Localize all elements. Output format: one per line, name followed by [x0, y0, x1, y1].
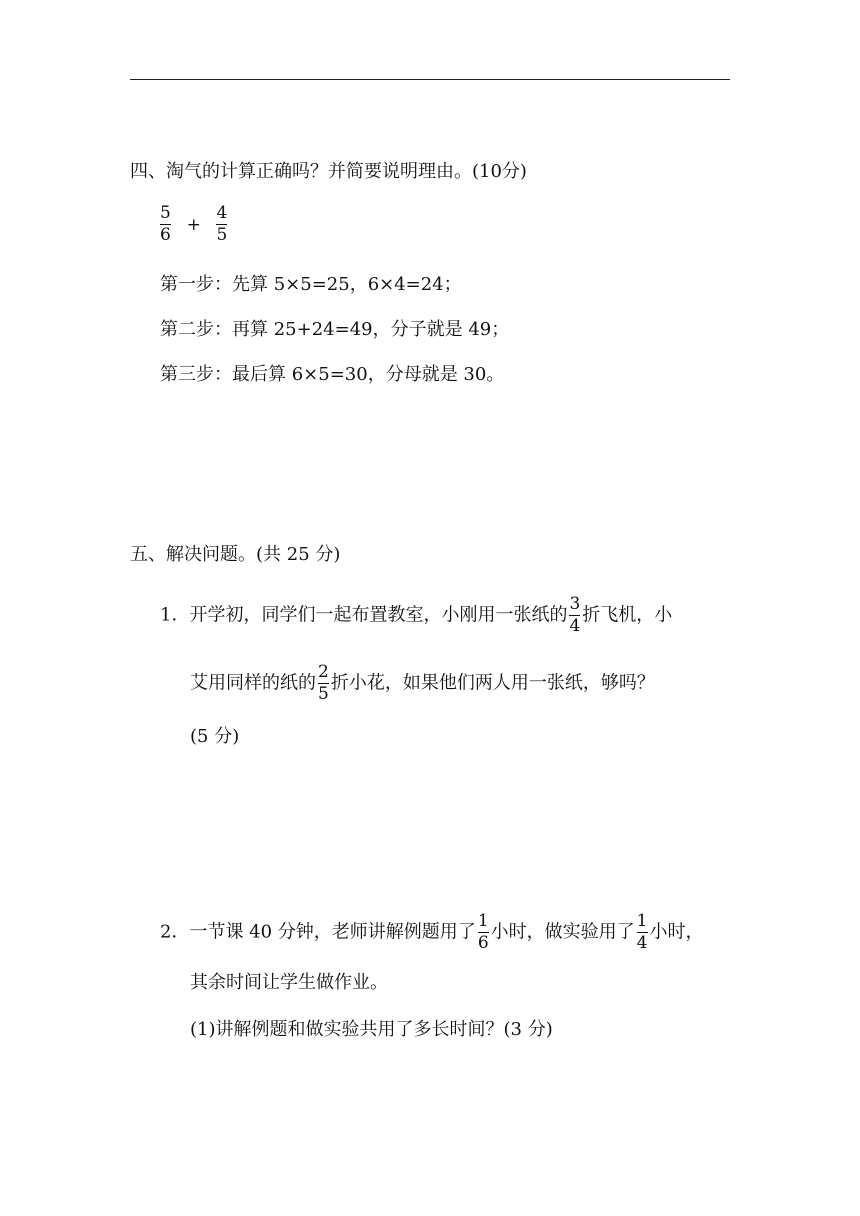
question-1-line-2 — [190, 664, 655, 703]
fraction-denominator: 4 — [636, 933, 648, 953]
fraction-numerator: 1 — [477, 911, 489, 931]
q2-text-a: 2．一节课 40 分钟，老师讲解例题用了 — [160, 921, 476, 943]
fraction-five-sixths — [159, 205, 172, 244]
q1-text-b: 折飞机，小 — [582, 604, 673, 626]
step-2: 第二步：再算 25+24=49，分子就是 49； — [160, 319, 510, 340]
q2-text-b: 小时，做实验用了 — [490, 921, 635, 943]
q1-text-d: 折小花，如果他们两人用一张纸，够吗？ — [330, 672, 655, 694]
q1-text-a: 1．开学初，同学们一起布置教室，小刚用一张纸的 — [160, 604, 568, 626]
fraction-denominator: 5 — [216, 225, 228, 245]
plus-sign: + — [186, 214, 201, 235]
question-1-score: (5 分) — [190, 726, 240, 747]
fraction-four-fifths — [216, 205, 229, 244]
step-3: 第三步：最后算 6×5=30，分母就是 30。 — [160, 364, 505, 385]
fraction-denominator: 4 — [569, 616, 581, 636]
q1-text-c: 艾用同样的纸的 — [190, 672, 316, 694]
fraction-one-sixth — [477, 913, 490, 952]
fraction-numerator: 5 — [160, 203, 171, 223]
header-rule — [130, 79, 730, 80]
section4-title: 四、淘气的计算正确吗？并简要说明理由。(10分) — [130, 161, 527, 182]
fraction-numerator: 4 — [216, 203, 228, 223]
fraction-three-quarters — [568, 596, 581, 635]
fraction-denominator: 6 — [477, 933, 489, 953]
question-2-line-1 — [160, 913, 703, 952]
step-1: 第一步：先算 5×5=25，6×4=24； — [160, 274, 462, 295]
q2-text-c: 小时， — [649, 921, 704, 943]
fraction-expression — [158, 205, 229, 244]
question-2-line-2: 其余时间让学生做作业。 — [190, 972, 388, 993]
fraction-numerator: 1 — [636, 911, 648, 931]
question-1-line-1 — [160, 596, 672, 635]
fraction-two-fifths — [317, 664, 330, 703]
section5-title: 五、解决问题。(共 25 分) — [130, 544, 341, 565]
fraction-numerator: 3 — [569, 594, 581, 614]
fraction-denominator: 5 — [318, 684, 329, 704]
question-2-sub-1: (1)讲解例题和做实验共用了多长时间？(3 分) — [190, 1019, 553, 1040]
fraction-denominator: 6 — [160, 225, 171, 245]
fraction-one-quarter — [636, 913, 649, 952]
fraction-numerator: 2 — [318, 662, 329, 682]
